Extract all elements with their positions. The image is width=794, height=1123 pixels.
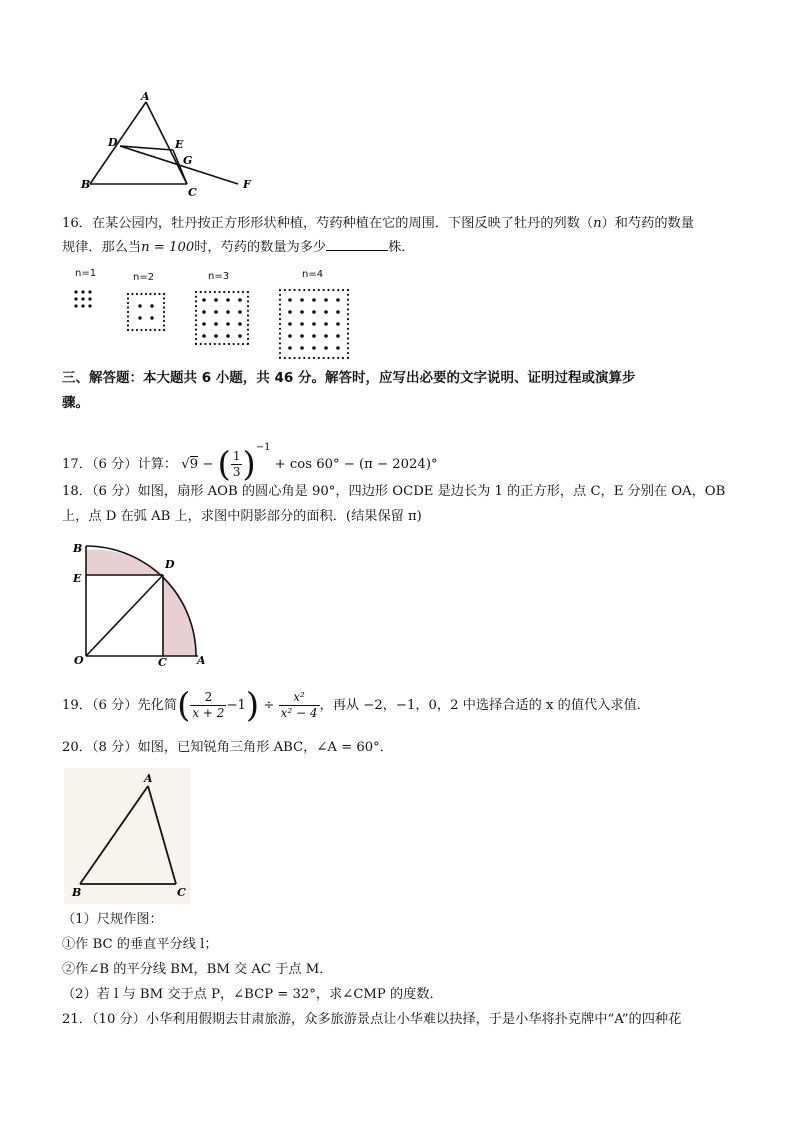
dot (74, 290, 77, 293)
dot (342, 357, 344, 359)
label-C: C (158, 656, 167, 669)
dot (195, 314, 197, 316)
dot (347, 357, 349, 359)
dot (336, 310, 340, 314)
label-F: F (243, 178, 251, 191)
dot (209, 343, 211, 345)
dot (308, 357, 310, 359)
dot (284, 357, 286, 359)
dot (145, 329, 147, 331)
dot (131, 293, 133, 295)
dot (312, 310, 316, 314)
dot (347, 342, 349, 344)
dot (300, 346, 304, 350)
label-B: B (73, 542, 83, 555)
dot (347, 318, 349, 320)
dot (226, 322, 230, 326)
dot (202, 334, 206, 338)
dot (238, 322, 242, 326)
dot (300, 310, 304, 314)
dot (158, 293, 160, 295)
dot (347, 337, 349, 339)
dot (204, 291, 206, 293)
dot (312, 322, 316, 326)
label-O: O (74, 654, 84, 667)
label-B: B (81, 178, 91, 191)
dot (138, 316, 141, 319)
label-A: A (197, 654, 206, 667)
dot (313, 289, 315, 291)
label-B: B (72, 886, 82, 899)
dot (149, 329, 151, 331)
dot (279, 294, 281, 296)
dot (214, 334, 218, 338)
dot (238, 334, 242, 338)
dot (226, 310, 230, 314)
q20-sub2: （2）若 l 与 BM 交于点 P，∠BCP = 32°，求∠CMP 的度数． (62, 987, 443, 1002)
dot (279, 313, 281, 315)
dot (312, 346, 316, 350)
dot (247, 300, 249, 302)
dot (279, 318, 281, 320)
dot (88, 304, 91, 307)
dot (289, 289, 291, 291)
dot (323, 357, 325, 359)
label-E: E (175, 138, 184, 151)
dot (163, 324, 165, 326)
dot (218, 291, 220, 293)
dot (81, 297, 84, 300)
dot (214, 322, 218, 326)
dot (247, 310, 249, 312)
q16-patterns (62, 268, 372, 363)
dot (336, 334, 340, 338)
dot (300, 298, 304, 302)
dot (347, 299, 349, 301)
dot (342, 289, 344, 291)
dot (154, 293, 156, 295)
dot (284, 289, 286, 291)
q19: 19．（6 分）先化简( $\frac{2}{x + 2}$ −1) ÷ $\frac{\text{x²}}{\text{x² − 4}}$ ，再从 −2，−1，0，2 中选择合适的 x 的值代入求值． (62, 685, 650, 726)
dot (81, 290, 84, 293)
dot (150, 316, 153, 319)
dot (237, 291, 239, 293)
dot (247, 305, 249, 307)
dot (303, 289, 305, 291)
dot (279, 337, 281, 339)
dot (214, 310, 218, 314)
dot (327, 289, 329, 291)
dot (318, 289, 320, 291)
dot (238, 310, 242, 314)
dot (140, 329, 142, 331)
dot (318, 357, 320, 359)
dot (163, 329, 165, 331)
dot (202, 298, 206, 302)
dot (195, 319, 197, 321)
dot (288, 334, 292, 338)
dot (347, 303, 349, 305)
dot (327, 357, 329, 359)
dot (288, 310, 292, 314)
dot (127, 324, 129, 326)
sqrt-9: √9 (181, 457, 199, 472)
dot (228, 291, 230, 293)
dot (163, 311, 165, 313)
dot (337, 289, 339, 291)
dot (214, 298, 218, 302)
dot (289, 357, 291, 359)
dot (247, 333, 249, 335)
q20-figure (64, 768, 190, 904)
dot (223, 343, 225, 345)
dot (218, 343, 220, 345)
dot (214, 343, 216, 345)
label-D: D (108, 136, 118, 149)
dot (163, 293, 165, 295)
section3-heading-cont: 骤。 (62, 395, 89, 411)
dot (279, 333, 281, 335)
dot (347, 347, 349, 349)
dot (347, 294, 349, 296)
dot (324, 310, 328, 314)
dot (312, 298, 316, 302)
dot (279, 308, 281, 310)
label-A: A (141, 90, 150, 103)
dot (279, 289, 281, 291)
dot (200, 343, 202, 345)
dot (88, 290, 91, 293)
dot (204, 343, 206, 345)
q16-line1: 16．在某公园内，牡丹按正方形形状种植，芍药种植在它的周围．下图反映了牡丹的列数（n）和芍药的数量 (62, 216, 694, 231)
dot (195, 338, 197, 340)
dot (293, 289, 295, 291)
dot (209, 291, 211, 293)
label-C: C (177, 886, 186, 899)
dot (347, 328, 349, 330)
dot (140, 293, 142, 295)
dot (127, 302, 129, 304)
dot (247, 296, 249, 298)
dot (127, 315, 129, 317)
dot (238, 298, 242, 302)
dot (312, 334, 316, 338)
dot (347, 333, 349, 335)
dot (288, 346, 292, 350)
dot (202, 310, 206, 314)
dot (226, 298, 230, 302)
dot (195, 310, 197, 312)
dot (347, 313, 349, 315)
dot (158, 329, 160, 331)
dot (233, 343, 235, 345)
dot (163, 306, 165, 308)
dot (223, 291, 225, 293)
dot (279, 328, 281, 330)
dot (200, 291, 202, 293)
dot (127, 306, 129, 308)
dot-grids (62, 268, 372, 363)
dot (279, 357, 281, 359)
dot (303, 357, 305, 359)
dot (127, 320, 129, 322)
dot (195, 291, 197, 293)
dot (163, 320, 165, 322)
dot (74, 304, 77, 307)
label-D: D (165, 558, 175, 571)
dot (247, 314, 249, 316)
q17: 17．（6 分）计算： √9 − ( $\frac{1}{3}$ )$^{-1}$ + cos 60° − (π − 2024)° (62, 442, 438, 485)
q15-figure (78, 88, 268, 198)
dot (131, 329, 133, 331)
dot (202, 322, 206, 326)
dot (127, 293, 129, 295)
dot (247, 343, 249, 345)
dot (279, 342, 281, 344)
dot (88, 297, 91, 300)
dot (293, 357, 295, 359)
label-C: C (188, 186, 197, 198)
dot (336, 346, 340, 350)
q20-sub1b: ②作∠B 的平分线 BM，BM 交 AC 于点 M． (62, 962, 333, 977)
dot (233, 291, 235, 293)
dot (337, 357, 339, 359)
dot (332, 357, 334, 359)
dot (150, 304, 153, 307)
pattern-label-1: n=1 (75, 268, 97, 279)
pattern-label-4: n=4 (302, 269, 324, 280)
dot (247, 324, 249, 326)
dot (300, 334, 304, 338)
label-A: A (144, 772, 153, 785)
dot (242, 291, 244, 293)
dot (347, 289, 349, 291)
q18-figure (70, 538, 210, 670)
dot (195, 305, 197, 307)
dot (298, 357, 300, 359)
q20-sub1: （1）尺规作图： (62, 912, 163, 927)
dot (195, 300, 197, 302)
dot (136, 329, 138, 331)
dot (308, 289, 310, 291)
q18-line1: 18．（6 分）如图，扇形 AOB 的圆心角是 90°，四边形 OCDE 是边长为 1 的正方形，点 C，E 分别在 OA，OB (62, 484, 726, 499)
dot (279, 352, 281, 354)
dot (347, 323, 349, 325)
dot (247, 291, 249, 293)
q20-sub1a: ①作 BC 的垂直平分线 l； (62, 937, 218, 952)
dot (127, 297, 129, 299)
dot (149, 293, 151, 295)
q16-line2: 规律．那么当n = 100时，芍药的数量为多少 株． (62, 240, 415, 255)
dot (242, 343, 244, 345)
dot (195, 333, 197, 335)
dot (332, 289, 334, 291)
dot (324, 322, 328, 326)
dot (195, 296, 197, 298)
dot (323, 289, 325, 291)
dot (74, 297, 77, 300)
dot (163, 297, 165, 299)
q20-line1: 20．（8 分）如图，已知锐角三角形 ABC，∠A = 60°． (62, 740, 393, 755)
dot (154, 329, 156, 331)
dot (324, 346, 328, 350)
dot (347, 308, 349, 310)
dot (81, 304, 84, 307)
dot (127, 329, 129, 331)
dot (288, 298, 292, 302)
dot (214, 291, 216, 293)
dot (313, 357, 315, 359)
dot (300, 322, 304, 326)
dot (324, 334, 328, 338)
dot (347, 352, 349, 354)
dot (163, 302, 165, 304)
dot (324, 298, 328, 302)
dot (145, 293, 147, 295)
dot (228, 343, 230, 345)
dot (288, 322, 292, 326)
dot (195, 324, 197, 326)
dot (195, 343, 197, 345)
answer-blank[interactable] (326, 238, 388, 251)
dot (247, 338, 249, 340)
dot (247, 329, 249, 331)
label-E: E (73, 572, 82, 585)
label-G: G (183, 154, 193, 167)
dot (279, 303, 281, 305)
dot (279, 299, 281, 301)
q18-line2: 上，点 D 在弧 AB 上，求图中阴影部分的面积．(结果保留 π) (62, 509, 422, 524)
dot (279, 347, 281, 349)
dot (298, 289, 300, 291)
dot (163, 315, 165, 317)
pattern-label-2: n=2 (133, 272, 155, 283)
dot (237, 343, 239, 345)
pattern-label-3: n=3 (208, 271, 230, 282)
q21-line1: 21．（10 分）小华利用假期去甘肃旅游，众多旅游景点让小华难以抉择，于是小华将扑克牌中“A”的四种花 (62, 1012, 682, 1027)
dot (279, 323, 281, 325)
dot (195, 329, 197, 331)
dot (247, 319, 249, 321)
dot (226, 334, 230, 338)
dot (136, 293, 138, 295)
dot (138, 304, 141, 307)
dot (127, 311, 129, 313)
dot (336, 322, 340, 326)
dot (336, 298, 340, 302)
section3-heading: 三、解答题：本大题共 6 小题，共 46 分。解答时，应写出必要的文字说明、证明过程或演算步 (62, 370, 636, 386)
